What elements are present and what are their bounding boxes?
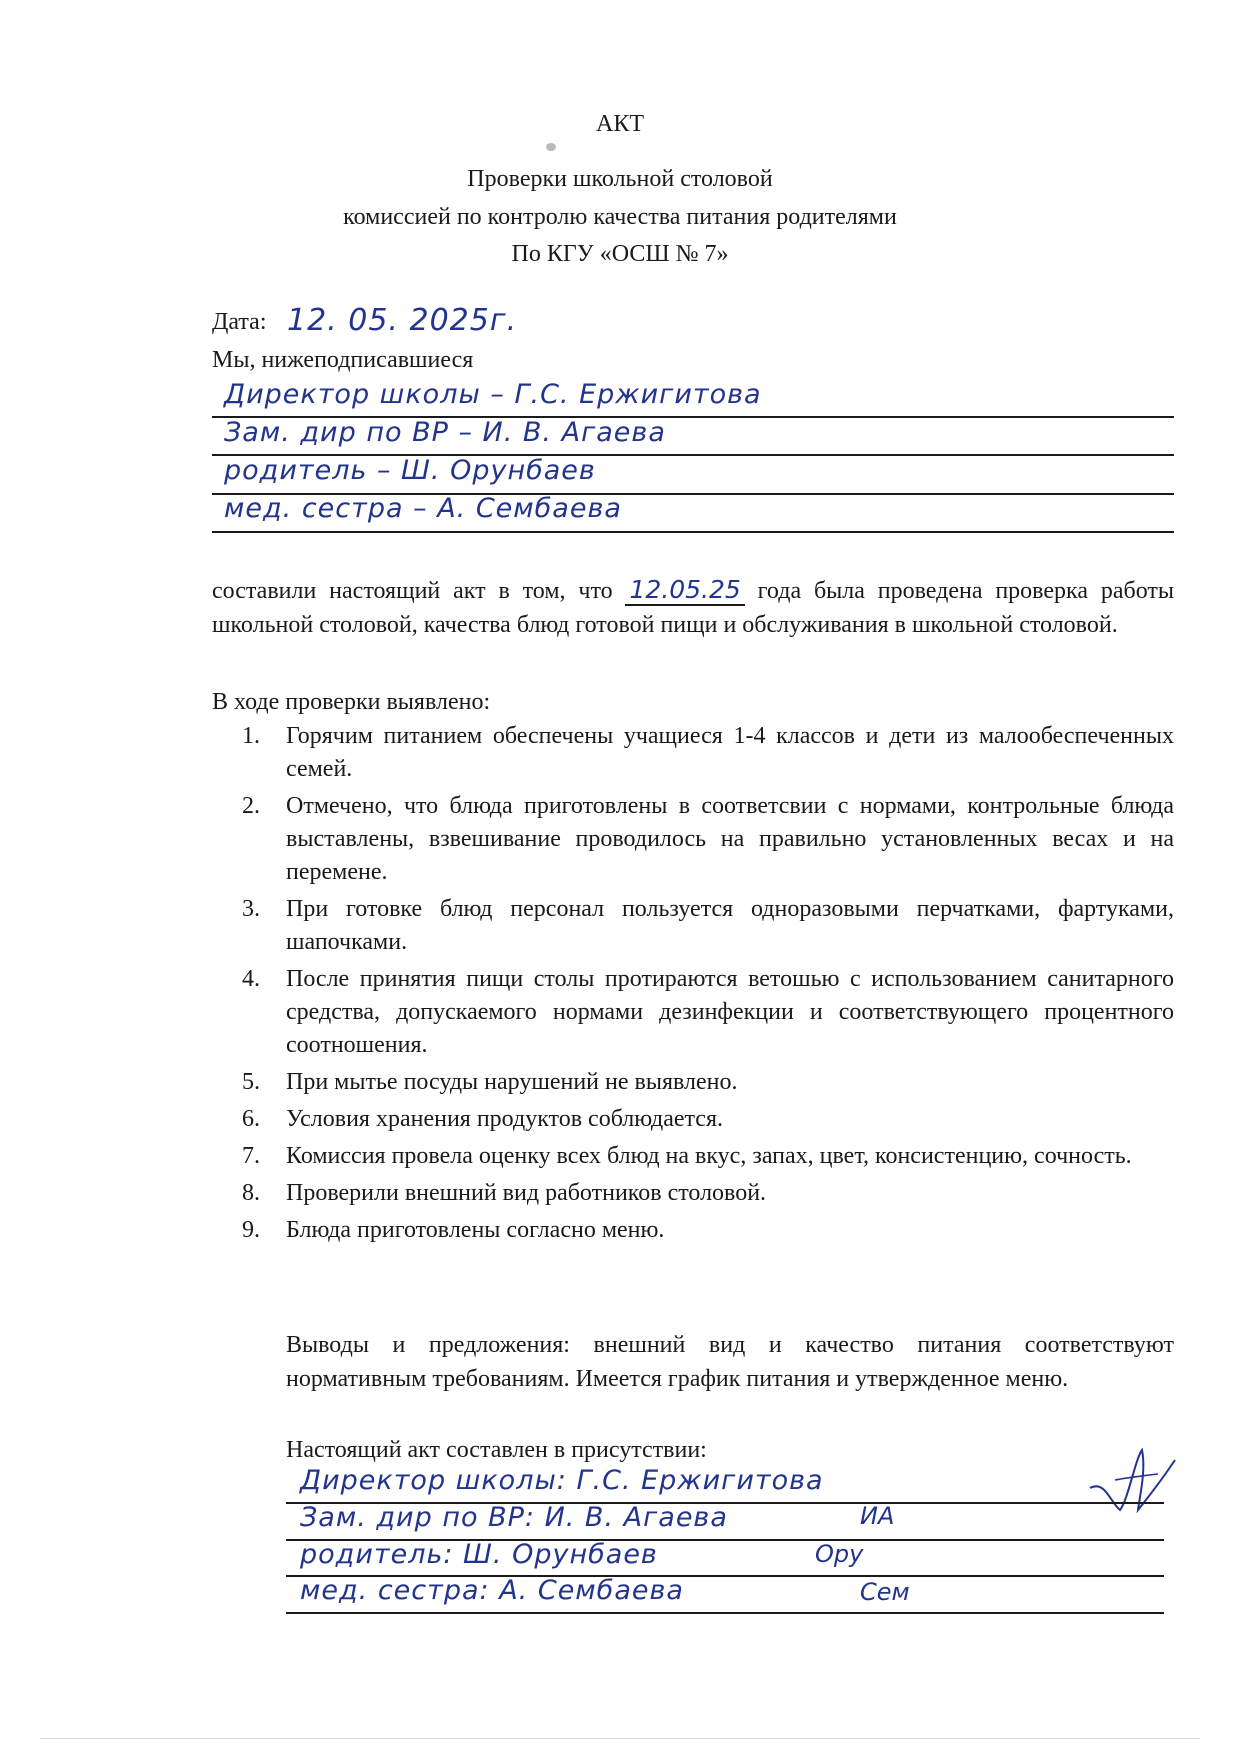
finding-item [242,1066,1174,1099]
scan-speck [546,143,556,151]
finding-text: После принятия пищи столы протираются ветошью с использованием санитарного средства, допускаемого нормами дезинфекции и соответствующего процентного соотношения. [286,966,1174,1058]
member-line-4 [212,494,1174,530]
presence-initials-3: Ору [815,1540,864,1568]
finding-number: 4. [242,966,260,992]
finding-item [242,1140,1174,1173]
finding-item [242,1214,1174,1247]
presence-line-2 [286,1503,1164,1539]
finding-number: 7. [242,1143,260,1169]
member-handwritten-3: родитель – Ш. Орунбаев [224,455,596,486]
member-handwritten-4: мед. сестра – А. Сембаева [224,493,622,524]
presence-handwritten-2: Зам. дир по ВР: И. В. Агаева [300,1502,728,1533]
presence-line-3 [286,1540,1164,1576]
conclusions-paragraph: Выводы и предложения: внешний вид и качество питания соответствуют нормативным требованиям. Имеется график питания и утвержденное меню. [286,1332,1174,1392]
document-subtitle-1: Проверки школьной столовой [467,166,773,192]
scan-edge-line [40,1738,1200,1739]
date-handwritten-value: 12. 05. 2025г. [287,303,518,338]
member-line-3 [212,456,1174,492]
presence-handwritten-1: Директор школы: Г.С. Ержигитова [300,1465,824,1496]
finding-number: 8. [242,1180,260,1206]
presence-line-4 [286,1576,1164,1612]
presence-initials-2: ИА [860,1502,895,1530]
finding-text: Проверили внешний вид работников столовой. [286,1180,767,1206]
statement-text-after: года была проведена проверка работы школьной столовой, качества блюд готовой пищи и обслуживания в школьной столовой. [212,578,1174,638]
findings-intro: В ходе проверки выявлено: [212,689,491,715]
presence-intro: Настоящий акт составлен в присутствии: [286,1437,707,1463]
finding-text: При мытье посуды нарушений не выявлено. [286,1069,738,1095]
underline-4 [212,531,1174,533]
finding-item [242,720,1174,786]
finding-number: 9. [242,1217,260,1243]
presence-line-1 [286,1466,1164,1502]
finding-text: При готовке блюд персонал пользуется одноразовыми перчатками, фартуками, шапочками. [286,896,1174,955]
member-handwritten-1: Директор школы – Г.С. Ержигитова [224,379,762,410]
member-line-1 [212,380,1174,416]
finding-text: Условия хранения продуктов соблюдается. [286,1106,723,1132]
findings-list [242,720,1174,1251]
finding-item [242,963,1174,1062]
finding-text: Комиссия провела оценку всех блюд на вкус, запах, цвет, консистенцию, сочность. [286,1143,1132,1169]
finding-text: Отмечено, что блюда приготовлены в соответсвии с нормами, контрольные блюда выставлены, взвешивание проводилось на правильно установленных весах и на перемене. [286,793,1174,885]
presence-initials-4: Сем [860,1578,910,1606]
finding-item [242,893,1174,959]
presence-handwritten-4: мед. сестра: А. Сембаева [300,1575,684,1606]
statement-date-handwritten: 12.05.25 [625,576,744,606]
statement-paragraph [212,574,1174,642]
document-title: АКТ [596,111,644,137]
finding-text: Блюда приготовлены согласно меню. [286,1217,665,1243]
document-subtitle-2: комиссией по контролю качества питания родителями [343,204,897,230]
finding-number: 2. [242,793,260,819]
date-label: Дата: [212,309,267,335]
member-handwritten-2: Зам. дир по ВР – И. В. Агаева [224,417,666,448]
document-subtitle-3: По КГУ «ОСШ № 7» [511,241,729,267]
finding-text: Горячим питанием обеспечены учащиеся 1-4 классов и дети из малообеспеченных семей. [286,723,1174,782]
finding-item [242,790,1174,889]
finding-number: 3. [242,896,260,922]
signatories-intro: Мы, нижеподписавшиеся [212,347,474,373]
finding-number: 5. [242,1069,260,1095]
finding-item [242,1177,1174,1210]
finding-number: 1. [242,723,260,749]
finding-item [242,1103,1174,1136]
member-line-2 [212,418,1174,454]
finding-number: 6. [242,1106,260,1132]
presence-handwritten-3: родитель: Ш. Орунбаев [300,1539,658,1570]
statement-text-before: составили настоящий акт в том, что [212,578,613,604]
presence-underline-4 [286,1612,1164,1614]
